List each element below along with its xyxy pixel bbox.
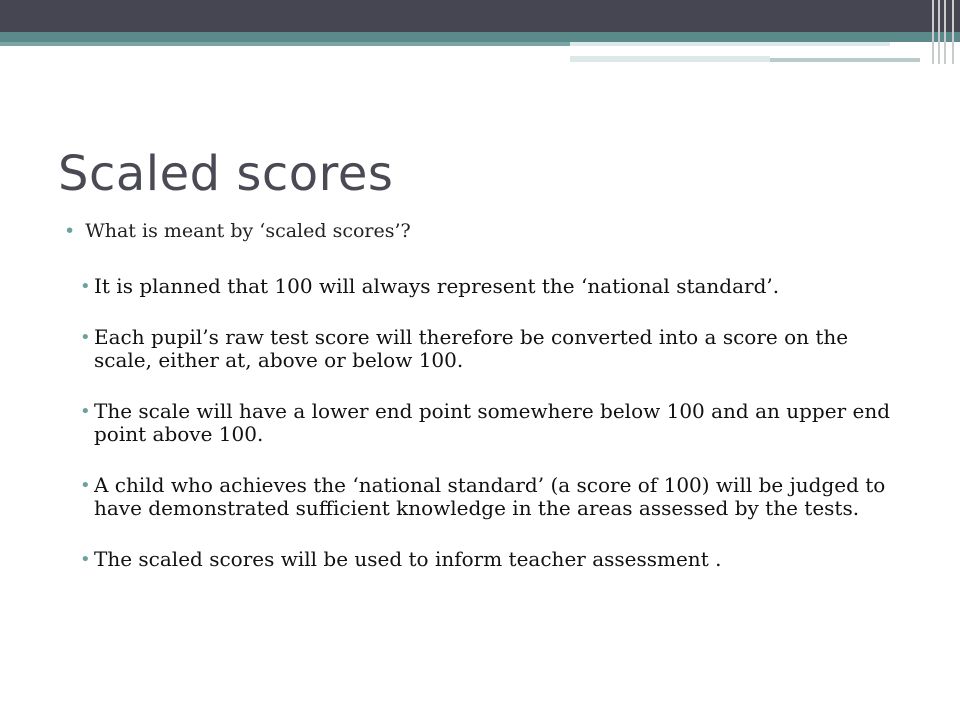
list-item-text: The scale will have a lower end point somewhere below 100 and an upper end point above 100. (94, 399, 891, 446)
bullet-icon: • (80, 549, 91, 570)
bullet-icon: • (64, 220, 76, 242)
accent-stripe (570, 42, 890, 46)
list-item (80, 474, 910, 520)
list-item (80, 275, 910, 298)
bullet-icon: • (80, 276, 91, 297)
accent-stripe (770, 58, 920, 62)
accent-line (0, 42, 570, 46)
accent-band (0, 32, 960, 42)
list-item (80, 548, 910, 571)
accent-stripe (570, 56, 770, 62)
list-item-text: The scaled scores will be used to inform teacher assessment . (94, 547, 722, 571)
bullet-icon: • (80, 401, 91, 422)
bullet-list (80, 275, 910, 599)
list-item-text: Each pupil’s raw test score will therefore be converted into a score on the scale, either at, above or below 100. (94, 325, 849, 372)
list-item (80, 400, 910, 446)
bullet-icon: • (80, 327, 91, 348)
question-text: What is meant by ‘scaled scores’? (85, 220, 411, 242)
list-item (80, 326, 910, 372)
main-question (64, 220, 411, 242)
list-item-text: A child who achieves the ‘national standard’ (a score of 100) will be judged to have demonstrated sufficient knowledge in the areas assessed by the tests. (94, 473, 886, 520)
list-item-text: It is planned that 100 will always represent the ‘national standard’. (94, 274, 780, 298)
slide-title: Scaled scores (58, 146, 394, 202)
decorative-lines (928, 0, 960, 64)
header-bar (0, 0, 960, 32)
bullet-icon: • (80, 475, 91, 496)
